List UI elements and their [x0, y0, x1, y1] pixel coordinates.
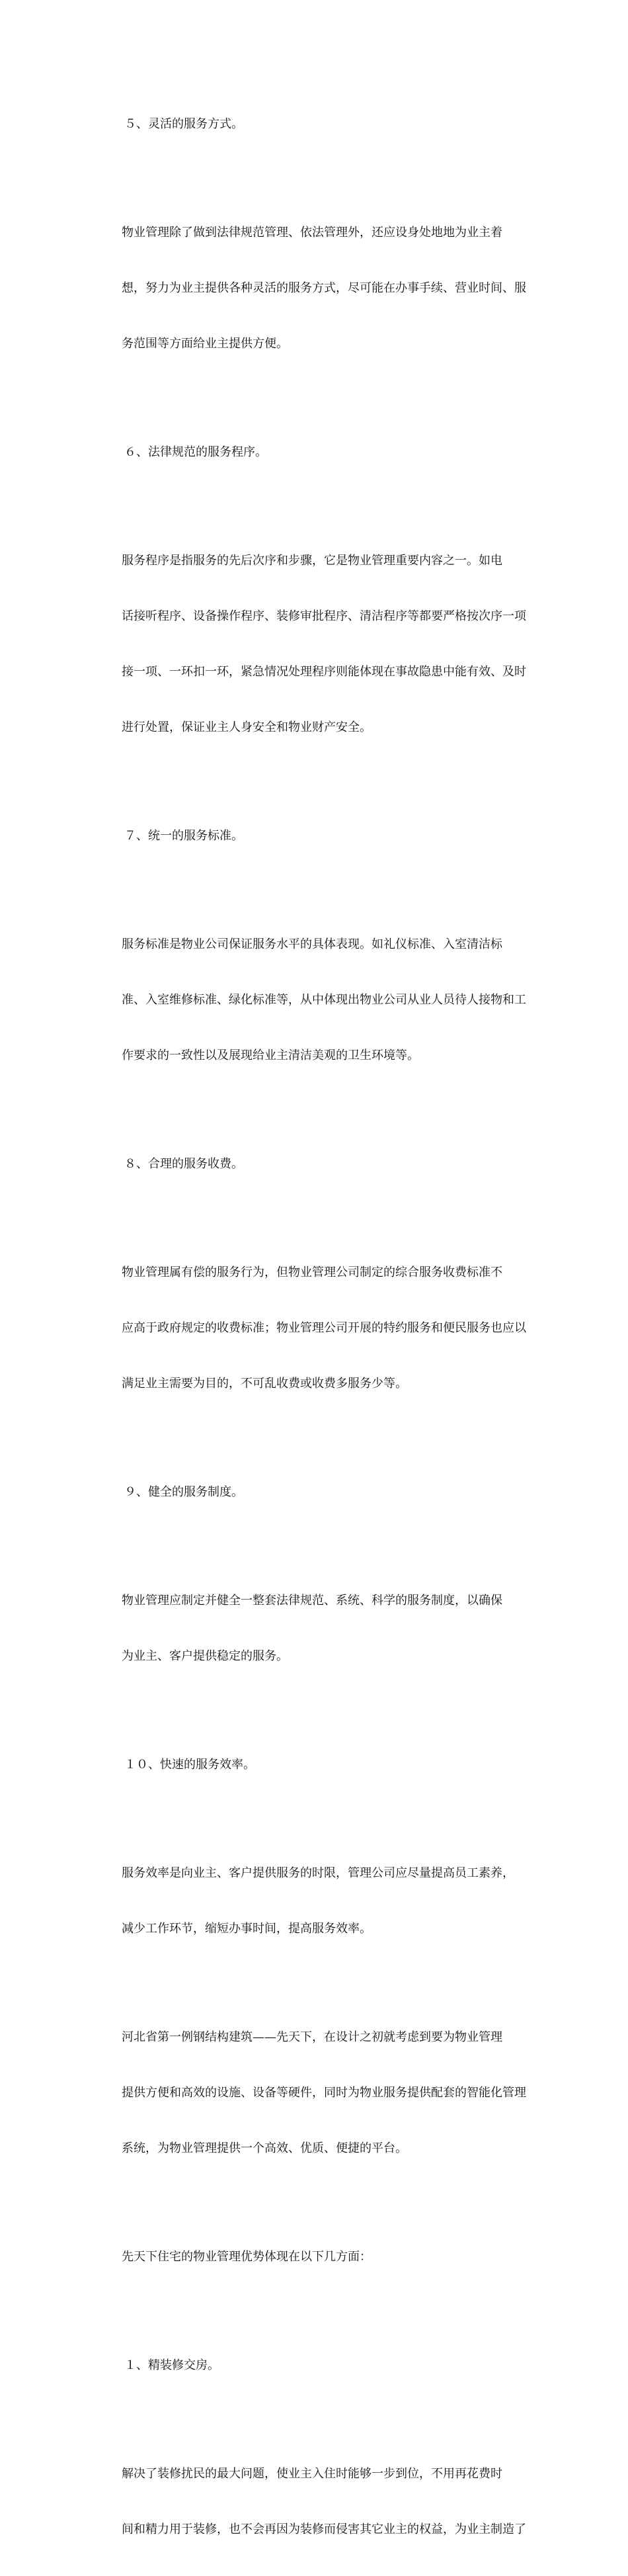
text-line: 准、入室维修标准、绿化标准等，从中体现出物业公司从业人员待人接物和工 [122, 993, 526, 1007]
heading-8 [122, 1118, 531, 1211]
paragraph [122, 1555, 531, 1703]
text-line: 务范围等方面给业主提供方便。 [122, 337, 288, 351]
text-line: 先天下住宅的物业管理优势体现在以下几方面： [122, 2250, 372, 2264]
paragraph [122, 1226, 531, 1430]
paragraph [122, 1827, 531, 1975]
text-line: 作要求的一致性以及展现给业主清洁美观的卫生环境等。 [122, 1049, 419, 1062]
heading-1 [122, 2319, 531, 2412]
text-line: １、精装修交房。 [124, 2358, 219, 2372]
heading-6 [122, 406, 531, 499]
text-line: 减少工作环节，缩短办事时间，提高服务效率。 [122, 1922, 372, 1936]
text-line: 提供方便和高效的设施、设备等硬件，同时为物业服务提供配套的智能化管理 [122, 2086, 526, 2100]
text-line: 满足业主需要为目的，不可乱收费或收费多服务少等。 [122, 1377, 407, 1391]
paragraph [122, 187, 531, 390]
heading-5 [122, 78, 531, 171]
text-line: ８、合理的服务收费。 [124, 1157, 243, 1171]
text-line: 接一项、一环扣一环，紧急情况处理程序则能体现在事故隐患中能有效、及时 [122, 665, 526, 679]
text-line: 应高于政府规定的收费标准；物业管理公司开展的特约服务和便民服务也应以 [122, 1321, 526, 1335]
text-line: 话接听程序、设备操作程序、装修审批程序、清洁程序等都要严格按次序一项 [122, 609, 526, 623]
text-line: 物业管理除了做到法律规范管理、依法管理外，还应设身处地地为业主着 [122, 226, 502, 239]
text-line: ５、灵活的服务方式。 [124, 117, 243, 131]
paragraph [122, 2428, 531, 2576]
paragraph [122, 2211, 531, 2303]
text-line: ９、健全的服务制度。 [124, 1485, 243, 1499]
text-line: 物业管理属有偿的服务行为，但物业管理公司制定的综合服务收费标准不 [122, 1266, 502, 1279]
heading-9 [122, 1446, 531, 1539]
paragraph [122, 515, 531, 774]
text-line: 河北省第一例钢结构建筑——先天下，在设计之初就考虑到要为物业管理 [122, 2030, 502, 2044]
text-line: 服务标准是物业公司保证服务水平的具体表现。如礼仪标准、入室清洁标 [122, 937, 502, 951]
paragraph [122, 898, 531, 1102]
text-line: 想，努力为业主提供各种灵活的服务方式，尽可能在办事手续、营业时间、服 [122, 281, 526, 295]
text-line: 系统，为物业管理提供一个高效、优质、便捷的平台。 [122, 2141, 407, 2155]
text-line: ６、法律规范的服务程序。 [124, 445, 267, 459]
text-line: 间和精力用于装修，也不会再因为装修而侵害其它业主的权益，为业主制造了 [122, 2522, 526, 2536]
text-line: 进行处置，保证业主人身安全和物业财产安全。 [122, 720, 372, 734]
text-line: 服务程序是指服务的先后次序和步骤，它是物业管理重要内容之一。如电 [122, 554, 502, 568]
text-line: ７、统一的服务标准。 [124, 829, 243, 843]
heading-10 [122, 1719, 531, 1811]
text-line: １０、快速的服务效率。 [124, 1758, 255, 1772]
text-line: 服务效率是向业主、客户提供服务的时限，管理公司应尽量提高员工素养， [122, 1866, 514, 1880]
document-page [122, 78, 531, 2576]
text-line: 解决了装修扰民的最大问题，使业主入住时能够一步到位，不用再花费时 [122, 2467, 502, 2481]
text-line: 物业管理应制定并健全一整套法律规范、系统、科学的服务制度，以确保 [122, 1594, 502, 1608]
paragraph [122, 1991, 531, 2195]
text-line: 为业主、客户提供稳定的服务。 [122, 1649, 288, 1663]
heading-7 [122, 790, 531, 882]
